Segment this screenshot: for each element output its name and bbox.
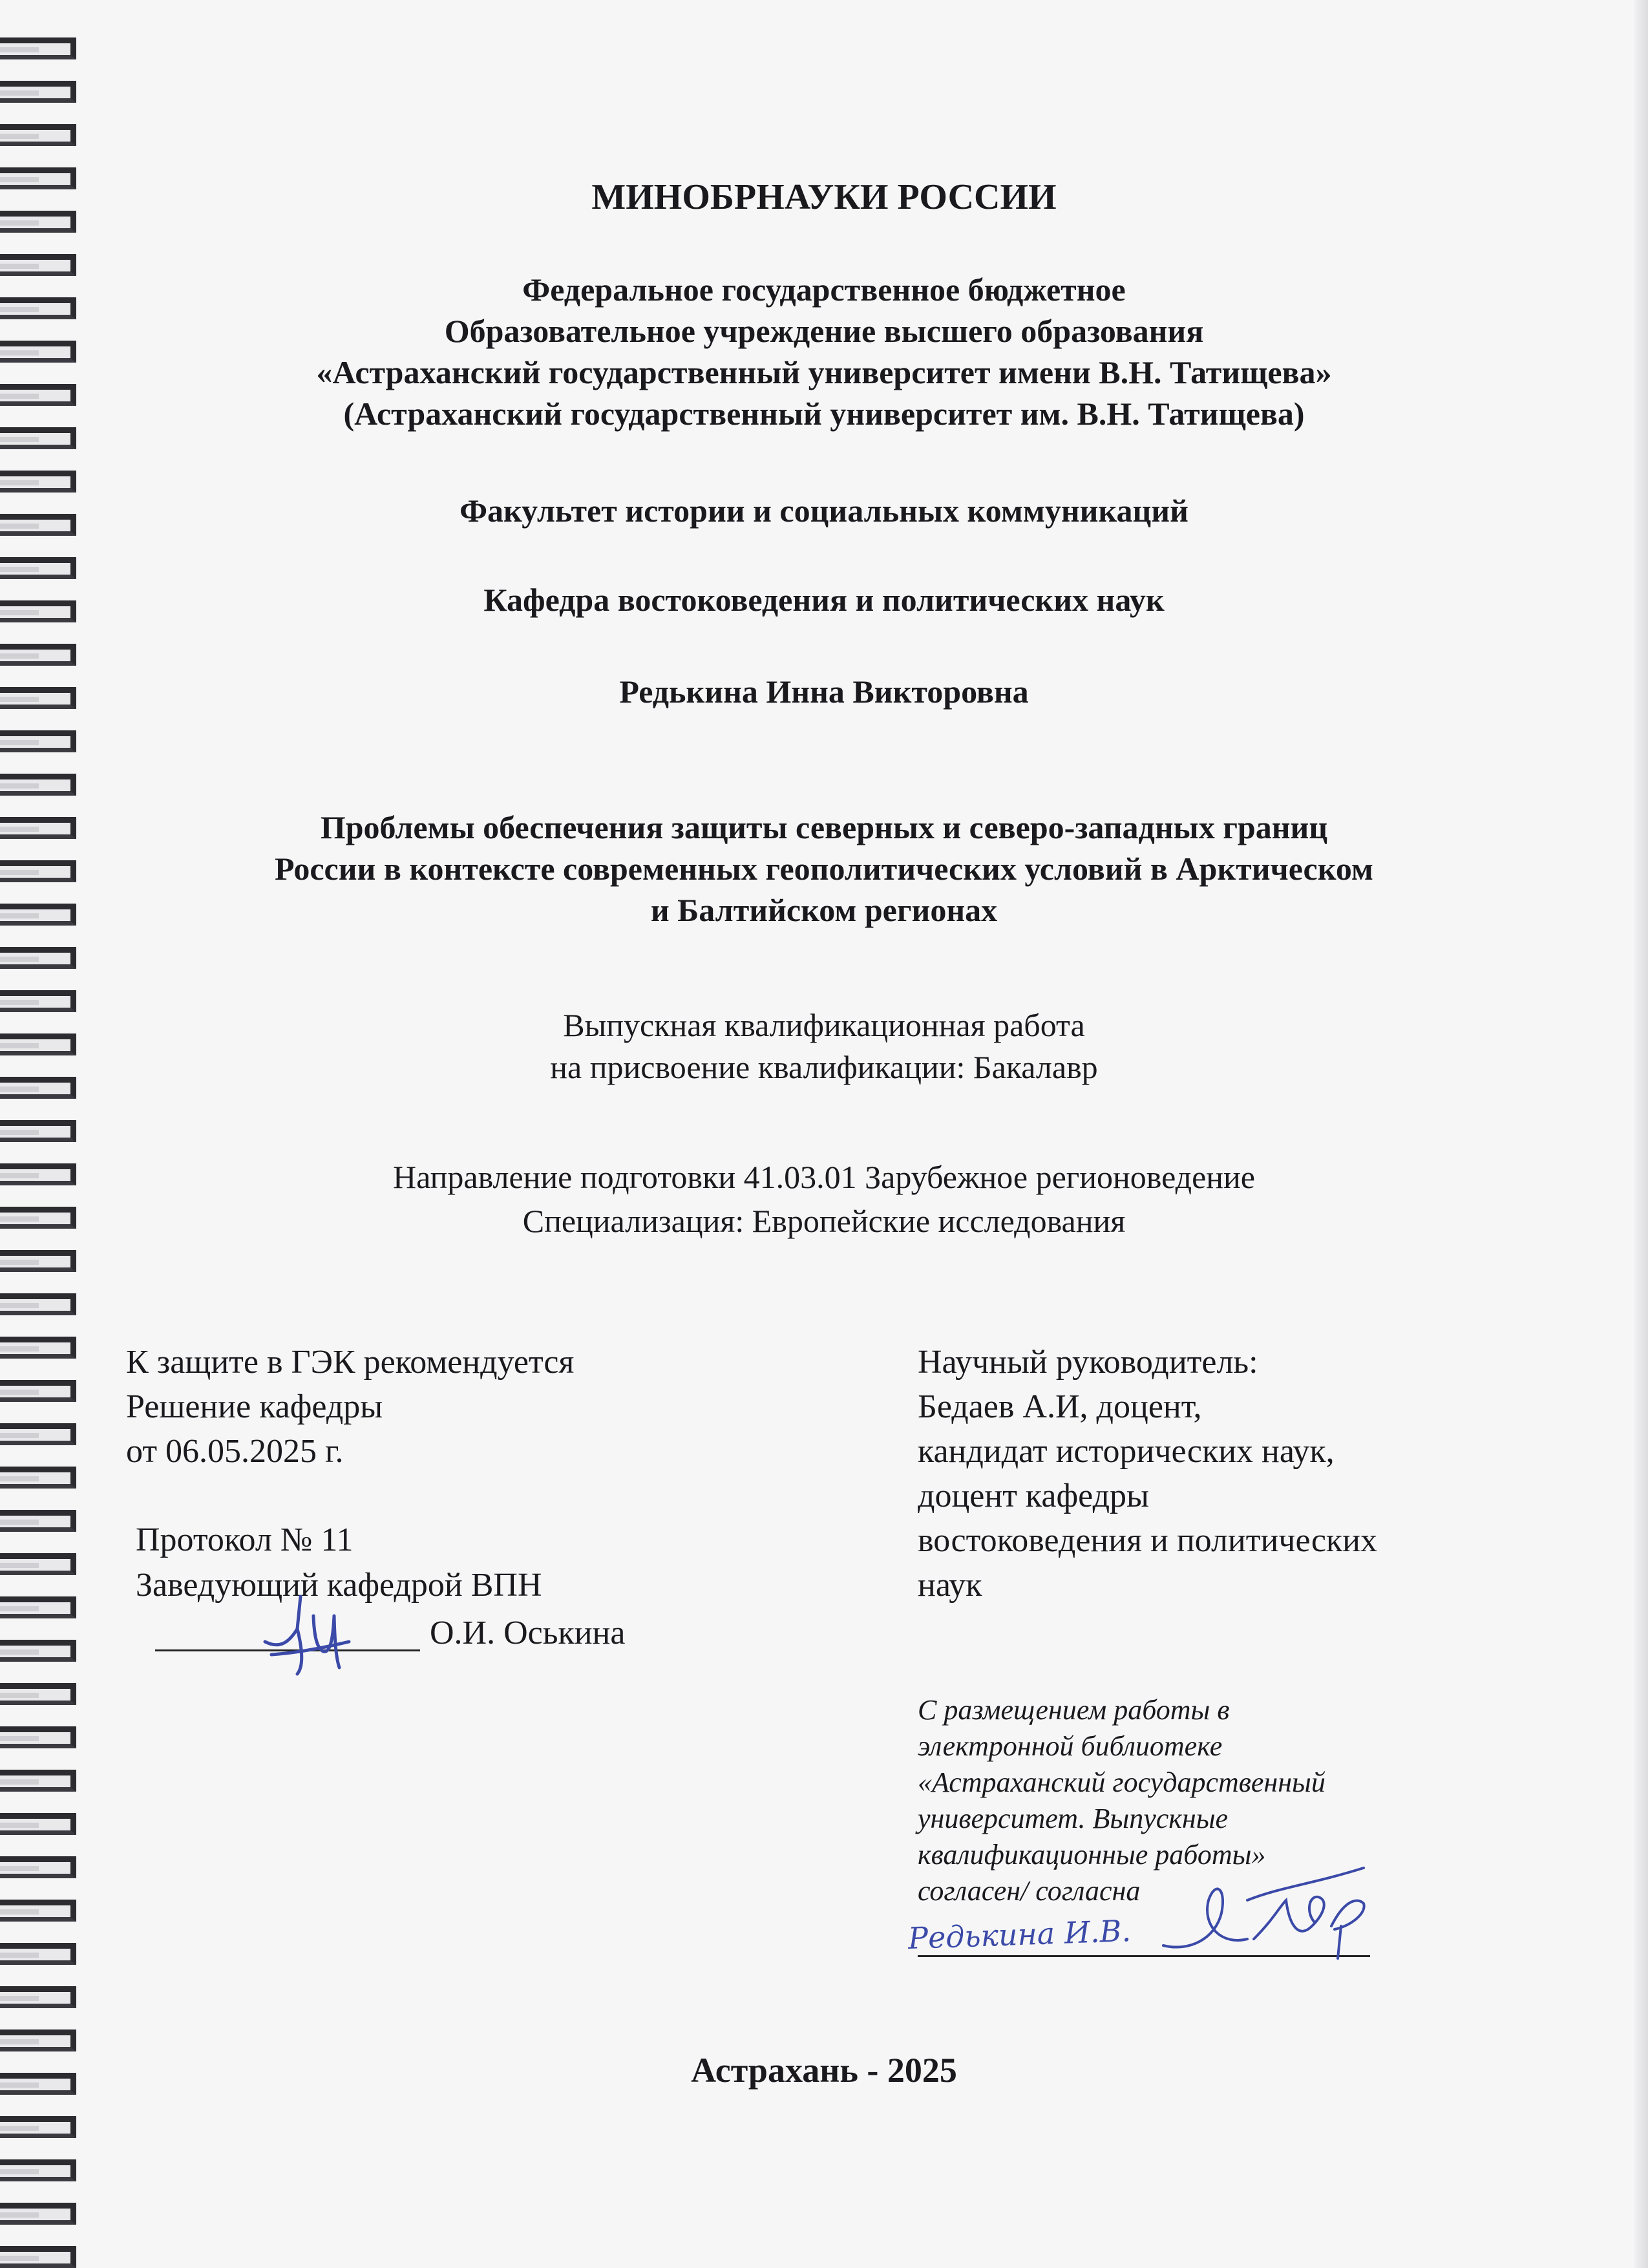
- handwritten-name: Редькина И.В.: [907, 1913, 1132, 1956]
- author-name: Редькина Инна Викторовна: [619, 673, 1029, 710]
- faculty-name: Факультет истории и социальных коммуникаций: [460, 493, 1188, 529]
- ministry-heading: МИНОБРНАУКИ РОССИИ: [591, 177, 1057, 217]
- consent-line-6: согласен/ согласна: [918, 1875, 1141, 1907]
- supervisor-line-4: доцент кафедры: [918, 1478, 1149, 1514]
- program-direction: Направление подготовки 41.03.01 Зарубежное регионоведение: [392, 1159, 1255, 1195]
- binding-ring: [0, 1596, 76, 1618]
- supervisor-line-1: Научный руководитель:: [918, 1344, 1258, 1381]
- supervisor-line-3: кандидат исторических наук,: [918, 1433, 1335, 1470]
- binding-ring: [0, 1467, 76, 1489]
- binding-ring: [0, 1423, 76, 1445]
- supervisor-line-2: Бедаев А.И, доцент,: [918, 1388, 1202, 1425]
- head-name: О.И. Оськина: [430, 1615, 626, 1651]
- binding-ring: [0, 644, 76, 666]
- binding-ring: [0, 2116, 76, 2138]
- binding-ring: [0, 1813, 76, 1835]
- supervisor-line-5: востоковедения и политических: [918, 1522, 1377, 1559]
- institution-line-2: Образовательное учреждение высшего образования: [444, 313, 1204, 349]
- consent-line-3: «Астраханский государственный: [918, 1766, 1326, 1798]
- protocol-number: Протокол № 11: [136, 1521, 354, 1558]
- binding-ring: [0, 1337, 76, 1359]
- consent-line-4: университет. Выпускные: [918, 1803, 1229, 1834]
- institution-line-3: «Астраханский государственный университет имени В.Н. Татищева»: [316, 354, 1332, 390]
- binding-ring: [0, 1770, 76, 1792]
- head-signature: [252, 1577, 362, 1687]
- student-signature: [1150, 1861, 1383, 1965]
- approval-date: от 06.05.2025 г.: [126, 1433, 344, 1470]
- institution-line-4: (Астраханский государственный университет им. В.Н. Татищева): [343, 396, 1305, 432]
- binding-ring: [0, 37, 76, 59]
- binding-ring: [0, 947, 76, 969]
- binding-ring: [0, 81, 76, 103]
- binding-ring: [0, 1250, 76, 1272]
- binding-ring: [0, 1510, 76, 1532]
- binding-ring: [0, 1553, 76, 1575]
- binding-ring: [0, 1640, 76, 1662]
- head-of-department: Заведующий кафедрой ВПН: [136, 1567, 542, 1604]
- binding-ring: [0, 124, 76, 146]
- institution-line-1: Федеральное государственное бюджетное: [522, 271, 1126, 308]
- binding-ring: [0, 774, 76, 796]
- work-type-line-1: Выпускная квалификационная работа: [563, 1007, 1085, 1043]
- binding-ring: [0, 730, 76, 752]
- consent-line-5: квалификационные работы»: [918, 1839, 1266, 1871]
- binding-ring: [0, 1380, 76, 1402]
- approval-line-2: Решение кафедры: [126, 1388, 383, 1425]
- approval-line-1: К защите в ГЭК рекомендуется: [126, 1344, 575, 1381]
- binding-ring: [0, 1120, 76, 1142]
- binding-ring: [0, 1943, 76, 1965]
- binding-ring: [0, 2159, 76, 2181]
- binding-ring: [0, 2030, 76, 2051]
- binding-ring: [0, 2246, 76, 2268]
- work-type-line-2: на присвоение квалификации: Бакалавр: [550, 1049, 1098, 1085]
- binding-ring: [0, 2203, 76, 2225]
- binding-ring: [0, 1726, 76, 1748]
- consent-line-1: С размещением работы в: [918, 1694, 1230, 1726]
- binding-ring: [0, 471, 76, 493]
- binding-ring: [0, 1856, 76, 1878]
- consent-line-2: электронной библиотеке: [918, 1730, 1223, 1762]
- binding-ring: [0, 1986, 76, 2008]
- binding-ring: [0, 1683, 76, 1705]
- binding-ring: [0, 1900, 76, 1922]
- thesis-title-line-2: России в контексте современных геополитических условий в Арктическом: [275, 851, 1373, 887]
- supervisor-line-6: наук: [918, 1567, 982, 1604]
- thesis-title-line-1: Проблемы обеспечения защиты северных и северо-западных границ: [320, 809, 1328, 845]
- binding-ring: [0, 557, 76, 579]
- department-name: Кафедра востоковедения и политических наук: [483, 582, 1165, 618]
- program-specialization: Специализация: Европейские исследования: [522, 1203, 1126, 1239]
- thesis-title-line-3: и Балтийском регионах: [650, 892, 998, 928]
- binding-ring: [0, 1293, 76, 1315]
- city-year: Астрахань - 2025: [691, 2051, 957, 2090]
